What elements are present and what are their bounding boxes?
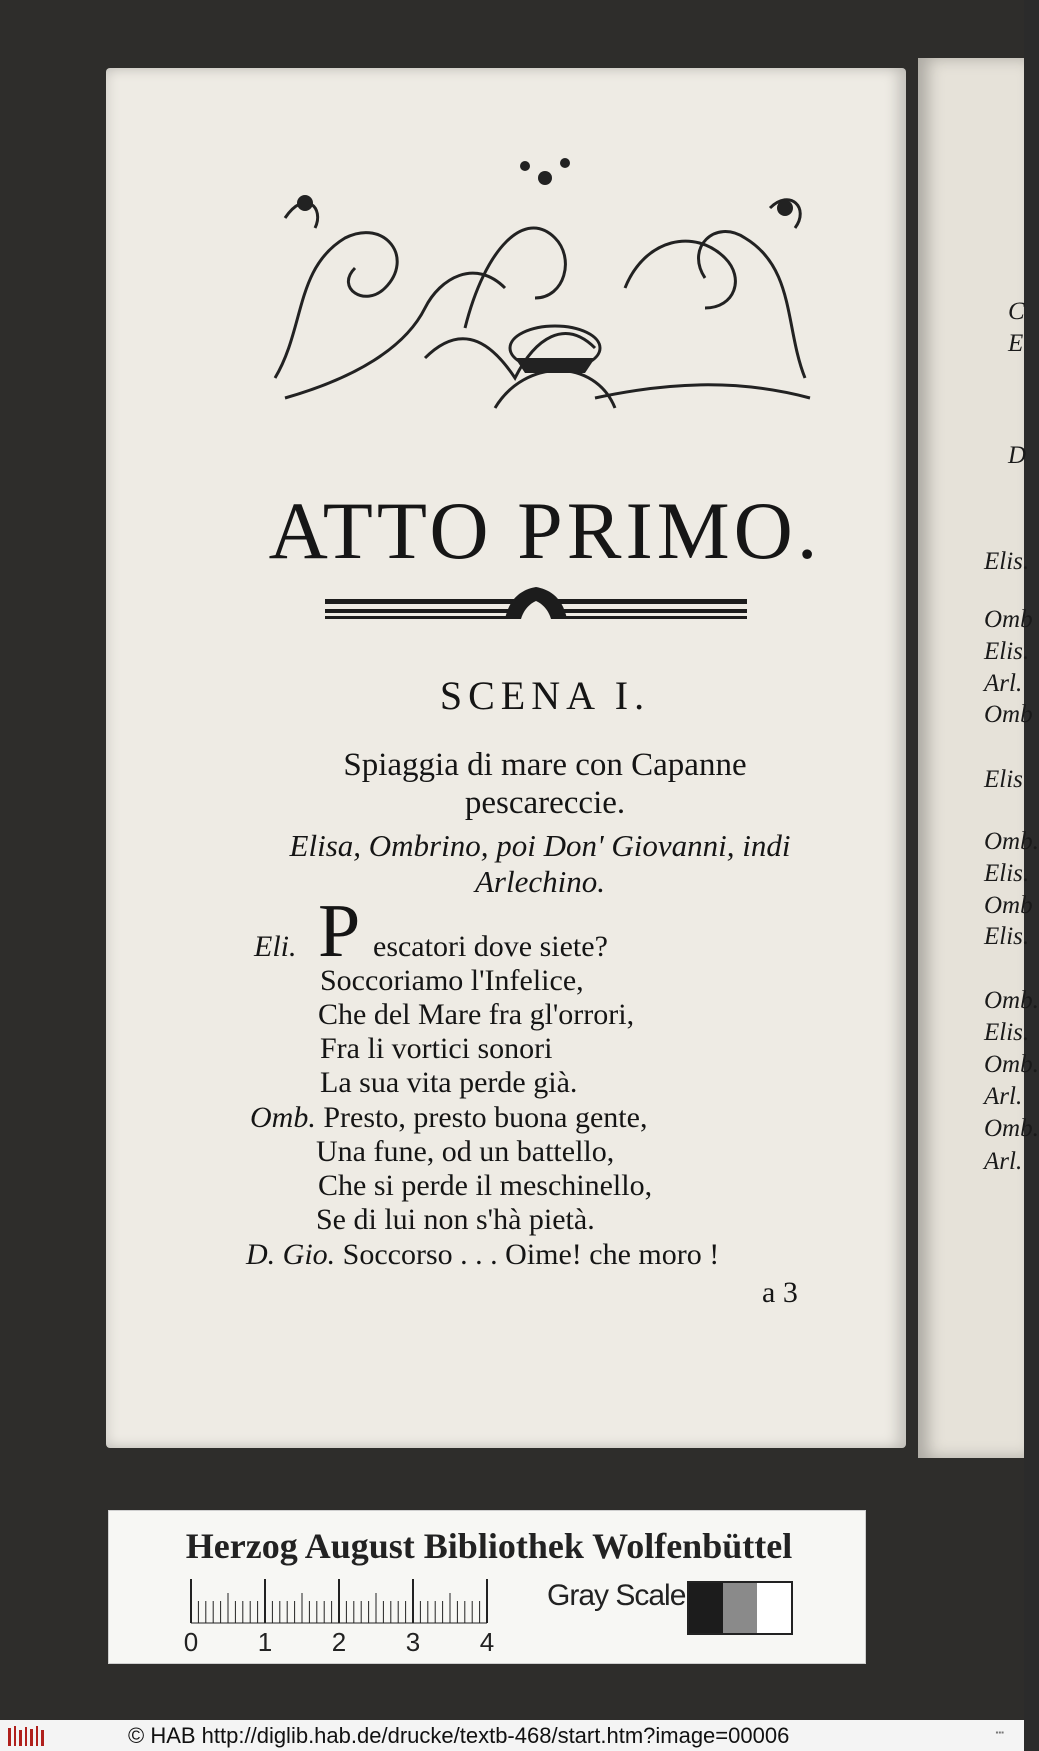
institution-name: Herzog August Bibliothek Wolfenbüttel — [185, 1526, 793, 1566]
ruler-number: 3 — [405, 1627, 421, 1657]
verse-line: La sua vita perde già. — [320, 1066, 578, 1099]
verse-line: escatori dove siete? — [373, 930, 608, 963]
decorative-rule — [325, 585, 747, 629]
act-title: ATTO PRIMO. — [268, 485, 822, 576]
facing-page — [918, 58, 1039, 1458]
scene-heading: SCENA I. — [439, 673, 651, 718]
verse-text: Soccorso . . . Oime! che moro ! — [342, 1238, 720, 1271]
facing-speaker-label: Elis — [984, 766, 1023, 793]
gray-scale-label: Gray Scale — [547, 1579, 686, 1612]
verse-line: Che del Mare fra gl'orrori, — [318, 998, 635, 1031]
color-target-card — [108, 1510, 866, 1664]
setting-line: pescareccie. — [464, 785, 626, 821]
ruler-number: 1 — [257, 1627, 273, 1657]
facing-speaker-label: Arl. — [984, 1083, 1023, 1110]
ruler-number: 0 — [183, 1627, 199, 1657]
catchword: a 3 — [762, 1276, 798, 1309]
facing-speaker-label: Elis. — [984, 548, 1030, 575]
ornament-headpiece — [265, 148, 825, 423]
gray-swatch — [757, 1583, 791, 1633]
speaker-label: Eli. — [254, 930, 297, 963]
verse-line: Se di lui non s'hà pietà. — [316, 1203, 595, 1236]
facing-speaker-label: Omb — [984, 701, 1033, 728]
facing-speaker-label: Omb. — [984, 828, 1039, 855]
verse-line: Una fune, od un battello, — [316, 1135, 615, 1168]
facing-speaker-label: Elis. — [984, 638, 1030, 665]
facing-speaker-label: Elis. — [984, 1019, 1030, 1046]
gray-swatch — [689, 1583, 723, 1633]
footer-code: ▪▪▪ — [995, 1728, 1004, 1737]
gray-swatches — [687, 1581, 793, 1635]
characters-line: Elisa, Ombrino, poi Don' Giovanni, indi — [289, 828, 791, 863]
verse-text: Presto, presto buona gente, — [323, 1101, 648, 1134]
source-url[interactable]: © HAB http://diglib.hab.de/drucke/textb-468/start.htm?image=00006 — [128, 1723, 790, 1748]
facing-speaker-label: Omb — [984, 606, 1033, 633]
facing-speaker-label: Omb. — [984, 1051, 1039, 1078]
facing-speaker-label: Omb. — [984, 987, 1039, 1014]
facing-speaker-label: Arl. — [984, 1148, 1023, 1175]
facing-speaker-label: E — [1008, 330, 1024, 357]
footer-bar — [0, 1720, 1024, 1751]
verse-line: Che si perde il meschinello, — [318, 1169, 653, 1202]
speaker-label: D. Gio. — [246, 1238, 336, 1271]
facing-speaker-label: C — [1008, 298, 1025, 325]
setting-line: Spiaggia di mare con Capanne — [343, 747, 747, 783]
hab-logo-icon — [6, 1724, 46, 1748]
drop-cap: P — [318, 889, 361, 973]
facing-speaker-label: Arl. — [984, 670, 1023, 697]
ruler-number: 2 — [331, 1627, 347, 1657]
speaker-label: Omb. — [250, 1101, 316, 1134]
verse-line — [254, 930, 297, 964]
scale-ruler — [183, 1575, 529, 1657]
facing-speaker-label: D — [1008, 442, 1027, 469]
verse-line — [250, 1101, 647, 1135]
verse-line: Fra li vortici sonori — [320, 1032, 553, 1065]
facing-speaker-label: Elis. — [984, 923, 1030, 950]
facing-speaker-label: Elis. — [984, 860, 1030, 887]
scene-setting — [250, 746, 840, 822]
verse-line: Soccoriamo l'Infelice, — [320, 964, 584, 997]
ruler-number: 4 — [479, 1627, 495, 1657]
characters-line: Arlechino. — [475, 864, 605, 899]
verse-line — [246, 1238, 719, 1272]
facing-speaker-label: Omb. — [984, 1115, 1039, 1142]
gray-swatch — [723, 1583, 757, 1633]
facing-speaker-label: Omb — [984, 892, 1033, 919]
